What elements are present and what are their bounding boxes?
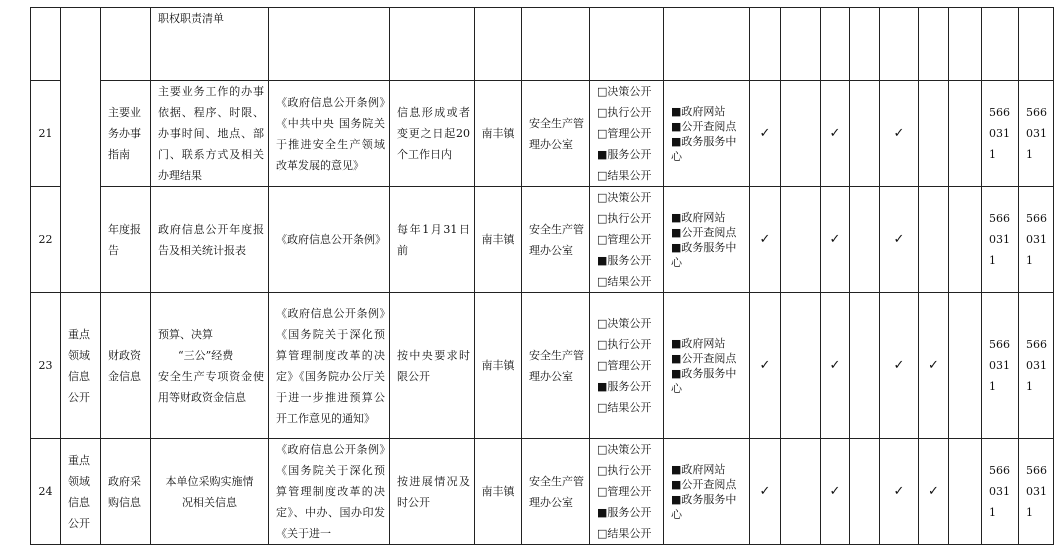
code-part: 566 <box>989 464 1010 477</box>
code-part: 566 <box>1026 106 1047 119</box>
code-part: 1 <box>1026 380 1033 393</box>
code-part: 1 <box>989 254 996 267</box>
type-management: □管理公开 <box>597 127 652 140</box>
channel-service-center: ■政务服务中心 <box>671 492 737 521</box>
code-part: 1 <box>989 506 996 519</box>
check-mark: ✓ <box>880 293 919 439</box>
channel-gov-website: ■政府网站 <box>671 462 726 476</box>
type-service: ■服务公开 <box>597 254 652 267</box>
check-mark <box>781 187 821 293</box>
code-part: 1 <box>1026 506 1033 519</box>
cell-item: 年度报告 <box>101 187 151 293</box>
code-part: 1 <box>1026 254 1033 267</box>
channel-gov-website: ■政府网站 <box>671 336 726 350</box>
content-text: 职权职责清单 <box>158 12 224 25</box>
check-mark <box>850 81 880 187</box>
code-part: 566 <box>1026 212 1047 225</box>
cell-code-2 <box>1019 439 1054 545</box>
channel-public-access: ■公开查阅点 <box>671 351 737 365</box>
channel-service-center: ■政务服务中心 <box>671 134 737 163</box>
cell-no: 23 <box>31 293 61 439</box>
cell-content: 本单位采购实施情况相关信息 <box>151 439 269 545</box>
cell-code-1 <box>982 187 1019 293</box>
cell-content: 政府信息公开年度报告及相关统计报表 <box>151 187 269 293</box>
cell-basis: 《政府信息公开条例》《国务院关于深化预算管理制度改革的决定》、中办、国办印发《关于进一 <box>269 439 390 545</box>
cell-code-2 <box>1019 187 1054 293</box>
type-service: ■服务公开 <box>597 506 652 519</box>
cell-code-2 <box>1019 81 1054 187</box>
cell-code-1 <box>982 293 1019 439</box>
check-mark <box>850 439 880 545</box>
code-part: 566 <box>1026 338 1047 351</box>
cell-channels <box>664 439 750 545</box>
type-service: ■服务公开 <box>597 148 652 161</box>
cell-types <box>590 187 664 293</box>
cell-no: 22 <box>31 187 61 293</box>
cell-basis: 《政府信息公开条例》 <box>269 187 390 293</box>
type-result: □结果公开 <box>597 401 652 414</box>
code-part: 031 <box>989 485 1010 498</box>
type-management: □管理公开 <box>597 485 652 498</box>
check-mark <box>850 293 880 439</box>
cell-town: 南丰镇 <box>475 293 522 439</box>
cell-content: 主要业务工作的办事依据、程序、时限、办事时间、地点、部门、联系方式及相关办理结果 <box>151 81 269 187</box>
cell-town: 南丰镇 <box>475 81 522 187</box>
code-part: 031 <box>1026 359 1047 372</box>
cell-time: 每年1月31日前 <box>390 187 475 293</box>
check-mark: ✓ <box>750 439 781 545</box>
content-line: 安全生产专项资金使用等财政资金信息 <box>158 369 264 404</box>
type-execution: □执行公开 <box>597 338 652 351</box>
check-mark: ✓ <box>919 293 949 439</box>
type-management: □管理公开 <box>597 233 652 246</box>
cell-channels <box>664 293 750 439</box>
cell-content <box>151 8 269 81</box>
cell-dept: 安全生产管理办公室 <box>522 81 590 187</box>
check-mark <box>949 81 982 187</box>
check-mark: ✓ <box>880 187 919 293</box>
cell-content <box>151 293 269 439</box>
cell-code-1 <box>982 81 1019 187</box>
type-decision: □决策公开 <box>597 85 652 98</box>
cell-dept: 安全生产管理办公室 <box>522 293 590 439</box>
cell-basis: 《政府信息公开条例》《中共中央 国务院关于推进安全生产领域改革发展的意见》 <box>269 81 390 187</box>
cell-basis: 《政府信息公开条例》《国务院关于深化预算管理制度改革的决定》《国务院办公厅关于进一步推进预算公开工作意见的通知》 <box>269 293 390 439</box>
cell-time: 信息形成或者变更之日起20个工作日内 <box>390 81 475 187</box>
check-mark <box>850 187 880 293</box>
cell-town: 南丰镇 <box>475 439 522 545</box>
code-part: 031 <box>1026 485 1047 498</box>
code-part: 566 <box>989 212 1010 225</box>
check-mark <box>781 81 821 187</box>
channel-service-center: ■政务服务中心 <box>671 240 737 269</box>
cell-category: 重点领域信息公开 <box>61 293 101 439</box>
check-mark <box>949 293 982 439</box>
table-row <box>31 187 1054 293</box>
cell-types <box>590 439 664 545</box>
check-mark <box>949 439 982 545</box>
check-mark: ✓ <box>821 187 850 293</box>
check-mark: ✓ <box>821 439 850 545</box>
code-part: 031 <box>989 359 1010 372</box>
cell-no: 24 <box>31 439 61 545</box>
code-part: 031 <box>989 127 1010 140</box>
code-part: 031 <box>989 233 1010 246</box>
cell-types <box>590 293 664 439</box>
type-service: ■服务公开 <box>597 380 652 393</box>
cell-dept: 安全生产管理办公室 <box>522 187 590 293</box>
check-mark: ✓ <box>821 81 850 187</box>
disclosure-table <box>30 7 1054 545</box>
channel-public-access: ■公开查阅点 <box>671 119 737 133</box>
type-execution: □执行公开 <box>597 464 652 477</box>
check-mark <box>919 81 949 187</box>
type-management: □管理公开 <box>597 359 652 372</box>
check-mark: ✓ <box>880 439 919 545</box>
cell-no: 21 <box>31 81 61 187</box>
code-part: 566 <box>989 338 1010 351</box>
type-execution: □执行公开 <box>597 106 652 119</box>
code-part: 031 <box>1026 233 1047 246</box>
cell-town: 南丰镇 <box>475 187 522 293</box>
content-line: 预算、决算 <box>158 327 213 341</box>
cell-channels <box>664 187 750 293</box>
table-row <box>31 293 1054 439</box>
check-mark <box>949 187 982 293</box>
cell-time: 按中央要求时限公开 <box>390 293 475 439</box>
cell-types <box>590 81 664 187</box>
check-mark: ✓ <box>750 187 781 293</box>
channel-gov-website: ■政府网站 <box>671 210 726 224</box>
check-mark <box>919 187 949 293</box>
channel-public-access: ■公开查阅点 <box>671 477 737 491</box>
check-mark: ✓ <box>880 81 919 187</box>
code-part: 566 <box>1026 464 1047 477</box>
cell-item <box>101 8 151 81</box>
cell-category-merged <box>61 8 101 293</box>
code-part: 031 <box>1026 127 1047 140</box>
content-line: “三公”经费 <box>178 348 234 362</box>
check-mark <box>781 293 821 439</box>
code-part: 1 <box>989 380 996 393</box>
type-decision: □决策公开 <box>597 317 652 330</box>
cell-code-2 <box>1019 293 1054 439</box>
cell-no <box>31 8 61 81</box>
cell-item: 财政资金信息 <box>101 293 151 439</box>
cell-category: 重点领域信息公开 <box>61 439 101 545</box>
table-row <box>31 439 1054 545</box>
code-part: 566 <box>989 106 1010 119</box>
cell-item: 政府采购信息 <box>101 439 151 545</box>
code-part: 1 <box>989 148 996 161</box>
channel-service-center: ■政务服务中心 <box>671 366 737 395</box>
check-mark: ✓ <box>750 81 781 187</box>
type-result: □结果公开 <box>597 275 652 288</box>
channel-public-access: ■公开查阅点 <box>671 225 737 239</box>
cell-item: 主要业务办事指南 <box>101 81 151 187</box>
table-row-continuation <box>31 8 1054 81</box>
type-result: □结果公开 <box>597 527 652 540</box>
channel-gov-website: ■政府网站 <box>671 104 726 118</box>
type-decision: □决策公开 <box>597 443 652 456</box>
cell-channels <box>664 81 750 187</box>
type-execution: □执行公开 <box>597 212 652 225</box>
table-row <box>31 81 1054 187</box>
cell-dept: 安全生产管理办公室 <box>522 439 590 545</box>
cell-code-1 <box>982 439 1019 545</box>
cell-time: 按进展情况及时公开 <box>390 439 475 545</box>
check-mark: ✓ <box>821 293 850 439</box>
type-result: □结果公开 <box>597 169 652 182</box>
type-decision: □决策公开 <box>597 191 652 204</box>
check-mark: ✓ <box>750 293 781 439</box>
check-mark: ✓ <box>919 439 949 545</box>
check-mark <box>781 439 821 545</box>
code-part: 1 <box>1026 148 1033 161</box>
